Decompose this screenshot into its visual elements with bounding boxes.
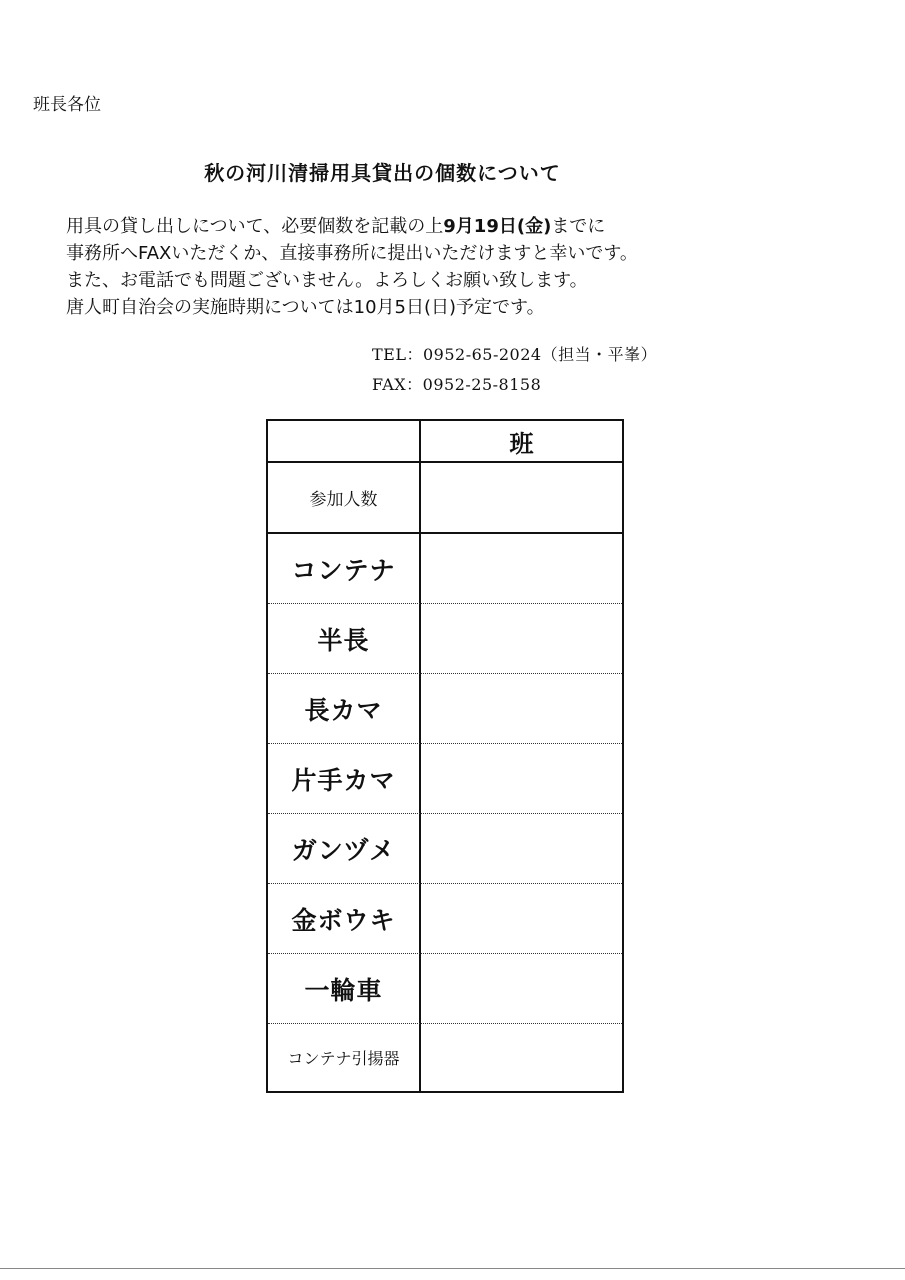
table-row [268, 674, 622, 744]
item-quantity-cell[interactable] [421, 884, 622, 953]
item-label: 半長 [317, 625, 370, 655]
equipment-request-table [266, 419, 624, 1093]
item-quantity-cell[interactable] [421, 1024, 622, 1091]
item-label: コンテナ [291, 555, 396, 585]
item-label: 一輪車 [304, 975, 383, 1005]
participants-label: 参加人数 [309, 490, 378, 510]
table-header-row [268, 421, 622, 463]
table-row [268, 884, 622, 954]
item-quantity-cell[interactable] [421, 814, 622, 883]
participants-row [268, 463, 622, 534]
table-row [268, 1024, 622, 1091]
body-line-2: 事務所へFAXいただくか、直接事務所に提出いただけますと幸いです。 [66, 243, 638, 264]
body-line-3: また、お電話でも問題ございません。よろしくお願い致します。 [66, 270, 588, 291]
group-header-cell: 班 [509, 429, 534, 458]
scan-edge-line [0, 1268, 905, 1269]
table-row [268, 814, 622, 884]
contact-fax: FAX：0952-25-8158 [372, 375, 542, 394]
item-label: 片手カマ [291, 765, 396, 795]
contact-tel: TEL：0952-65-2024（担当・平峯） [372, 345, 658, 364]
table-row [268, 744, 622, 814]
table-row [268, 604, 622, 674]
item-quantity-cell[interactable] [421, 674, 622, 743]
item-label: ガンヅメ [291, 835, 396, 865]
item-quantity-cell[interactable] [421, 604, 622, 673]
item-quantity-cell[interactable] [421, 954, 622, 1023]
greeting: 班長各位 [33, 95, 101, 115]
table-row [268, 534, 622, 604]
document-title: 秋の河川清掃用具貸出の個数について [204, 161, 561, 185]
table-row [268, 954, 622, 1024]
participants-value-cell[interactable] [421, 463, 622, 532]
item-label: 長カマ [304, 695, 383, 725]
item-label: コンテナ引揚器 [287, 1049, 400, 1068]
body-line-1-post: までに [551, 216, 606, 237]
body-line-1-pre: 用具の貸し出しについて、必要個数を記載の上 [66, 216, 444, 237]
body-text [66, 213, 638, 321]
contact-info [372, 340, 657, 400]
item-quantity-cell[interactable] [421, 534, 622, 603]
item-label: 金ボウキ [291, 905, 396, 935]
item-quantity-cell[interactable] [421, 744, 622, 813]
body-line-1 [66, 213, 638, 240]
header-left-cell [268, 421, 419, 461]
deadline-date: 9月19日(金) [443, 216, 552, 237]
body-line-4: 唐人町自治会の実施時期については10月5日(日)予定です。 [66, 297, 545, 318]
